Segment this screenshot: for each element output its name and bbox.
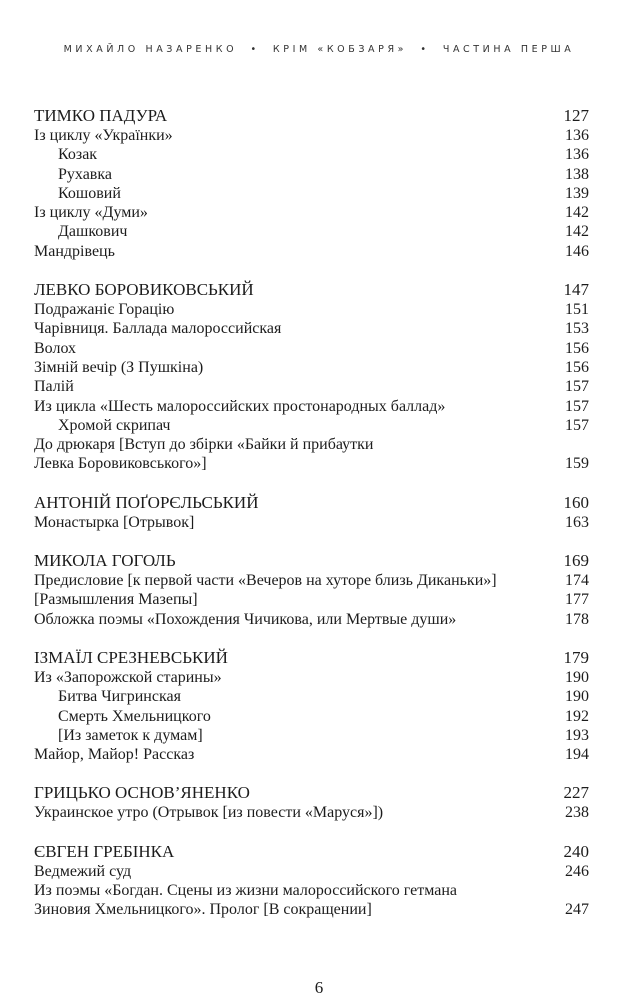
- toc-section: [34, 550, 589, 629]
- toc-author-heading: [34, 279, 589, 300]
- toc-entry: [34, 590, 589, 609]
- entry-title: Чарівниця. Баллада малороссийская: [34, 320, 282, 338]
- toc-entry: [34, 687, 589, 706]
- entry-title: Битва Чигринская: [58, 688, 181, 706]
- entry-title: Смерть Хмельницкого: [58, 707, 211, 725]
- toc-entry: [34, 184, 589, 203]
- entry-page-number: 190: [565, 688, 589, 706]
- toc-entry: [34, 862, 589, 881]
- entry-page-number: 190: [565, 668, 589, 686]
- toc-author-heading: [34, 550, 589, 571]
- toc-entry: [34, 377, 589, 396]
- entry-title: ГРИЦЬКО ОСНОВ’ЯНЕНКО: [34, 783, 250, 803]
- toc-section: [34, 782, 589, 822]
- entry-page-number: 178: [565, 610, 589, 628]
- entry-title: Із циклу «Думи»: [34, 204, 148, 222]
- entry-title: Подражаніє Горацію: [34, 301, 175, 319]
- toc-author-heading: [34, 492, 589, 513]
- entry-title: Хромой скрипач: [58, 416, 171, 434]
- entry-page-number: 194: [565, 746, 589, 764]
- entry-page-number: 147: [563, 280, 589, 300]
- entry-title: Палій: [34, 378, 74, 396]
- toc-entry: [34, 300, 589, 319]
- entry-title: Из «Запорожской старины»: [34, 668, 222, 686]
- entry-page-number: 151: [565, 301, 589, 319]
- entry-page-number: [559, 881, 589, 900]
- toc-entry: [34, 339, 589, 358]
- entry-page-number: 156: [565, 358, 589, 376]
- entry-title: Ведмежий суд: [34, 862, 132, 880]
- toc-entry: [34, 203, 589, 222]
- entry-title: Мандрівець: [34, 242, 115, 260]
- toc-entry: [34, 397, 589, 416]
- entry-page-number: 238: [565, 804, 589, 822]
- entry-title: Зиновия Хмельницкого». Пролог [В сокращении]: [34, 901, 372, 919]
- entry-page-number: 138: [565, 165, 589, 183]
- toc-entry: [34, 242, 589, 261]
- entry-page-number: 227: [563, 783, 589, 803]
- toc-entry: [34, 145, 589, 164]
- entry-title: АНТОНІЙ ПОҐОРЄЛЬСЬКИЙ: [34, 492, 259, 512]
- toc-entry: [34, 513, 589, 532]
- entry-page-number: 174: [565, 572, 589, 590]
- entry-title: Волох: [34, 339, 77, 357]
- running-header: [0, 44, 638, 55]
- toc-entry: [34, 222, 589, 241]
- entry-page-number: 240: [563, 841, 589, 861]
- entry-page-number: 157: [565, 397, 589, 415]
- toc-section: [34, 279, 589, 474]
- entry-page-number: 156: [565, 339, 589, 357]
- toc-entry: [34, 358, 589, 377]
- entry-page-number: 153: [565, 320, 589, 338]
- entry-title: Украинское утро (Отрывок [из повести «Маруся»]): [34, 804, 384, 822]
- entry-title: До дрюкаря [Вступ до збірки «Байки й прибаутки: [34, 436, 374, 454]
- entry-page-number: 179: [563, 647, 589, 667]
- entry-page-number: [559, 435, 589, 454]
- entry-title: Предисловие [к первой части «Вечеров на хуторе близь Диканьки»]: [34, 572, 497, 590]
- entry-page-number: 246: [565, 862, 589, 880]
- header-separator: •: [250, 44, 260, 55]
- toc-entry: [34, 726, 589, 745]
- toc-entry: [34, 165, 589, 184]
- toc-section: [34, 105, 589, 261]
- entry-title: ІЗМАЇЛ СРЕЗНЕВСЬКИЙ: [34, 647, 228, 667]
- entry-title: ЄВГЕН ГРЕБІНКА: [34, 841, 175, 861]
- entry-title: Рухавка: [58, 165, 112, 183]
- header-separator: •: [420, 44, 430, 55]
- entry-title: [Размышления Мазепы]: [34, 591, 198, 609]
- toc-author-heading: [34, 647, 589, 668]
- entry-page-number: 163: [565, 513, 589, 531]
- entry-page-number: 146: [565, 242, 589, 260]
- toc-author-heading: [34, 841, 589, 862]
- entry-title: Левка Боровиковського»]: [34, 455, 207, 473]
- toc-entry: [34, 745, 589, 764]
- toc-entry: [34, 126, 589, 145]
- entry-title: Дашкович: [58, 223, 128, 241]
- entry-page-number: 139: [565, 184, 589, 202]
- toc-entry: [34, 803, 589, 822]
- entry-page-number: 136: [565, 146, 589, 164]
- entry-page-number: 157: [565, 416, 589, 434]
- toc-entry: [34, 881, 589, 900]
- toc-entry: [34, 707, 589, 726]
- entry-title: Кошовий: [58, 184, 121, 202]
- toc-author-heading: [34, 782, 589, 803]
- entry-title: [Из заметок к думам]: [58, 726, 203, 744]
- entry-title: Монастырка [Отрывок]: [34, 513, 195, 531]
- toc-author-heading: [34, 105, 589, 126]
- entry-page-number: 160: [563, 492, 589, 512]
- header-part: ЧАСТИНА ПЕРША: [442, 44, 575, 55]
- entry-title: ТИМКО ПАДУРА: [34, 106, 168, 125]
- toc-entry: [34, 454, 589, 473]
- entry-page-number: 247: [565, 901, 589, 919]
- toc-entry: [34, 900, 589, 919]
- entry-title: МИКОЛА ГОГОЛЬ: [34, 551, 176, 571]
- toc-entry: [34, 610, 589, 629]
- entry-page-number: 177: [565, 591, 589, 609]
- entry-page-number: 142: [565, 204, 589, 222]
- entry-page-number: 169: [563, 551, 589, 571]
- toc-entry: [34, 571, 589, 590]
- table-of-contents: [34, 105, 589, 938]
- header-author: МИХАЙЛО НАЗАРЕНКО: [63, 44, 238, 55]
- entry-title: Козак: [58, 146, 98, 164]
- toc-section: [34, 841, 589, 920]
- entry-title: Майор, Майор! Рассказ: [34, 746, 195, 764]
- toc-section: [34, 492, 589, 532]
- entry-page-number: 142: [565, 223, 589, 241]
- page-number: 6: [314, 978, 324, 997]
- entry-page-number: 136: [565, 127, 589, 144]
- entry-title: Обложка поэмы «Похождения Чичикова, или Мертвые души»: [34, 610, 457, 628]
- entry-page-number: 127: [563, 106, 589, 125]
- entry-page-number: 159: [565, 455, 589, 473]
- header-book-title: КРІМ «КОБЗАРЯ»: [272, 44, 408, 55]
- entry-page-number: 193: [565, 726, 589, 744]
- toc-entry: [34, 435, 589, 454]
- toc-entry: [34, 668, 589, 687]
- entry-title: ЛЕВКО БОРОВИКОВСЬКИЙ: [34, 280, 254, 300]
- toc-section: [34, 647, 589, 764]
- entry-page-number: 192: [565, 707, 589, 725]
- entry-title: Із циклу «Українки»: [34, 127, 173, 144]
- toc-entry: [34, 319, 589, 338]
- entry-title: Зімній вечір (З Пушкіна): [34, 358, 204, 376]
- entry-page-number: 157: [565, 378, 589, 396]
- entry-title: Из поэмы «Богдан. Сцены из жизни малороссийского гетмана: [34, 882, 458, 900]
- toc-entry: [34, 416, 589, 435]
- entry-title: Из цикла «Шесть малороссийских простонародных баллад»: [34, 397, 446, 415]
